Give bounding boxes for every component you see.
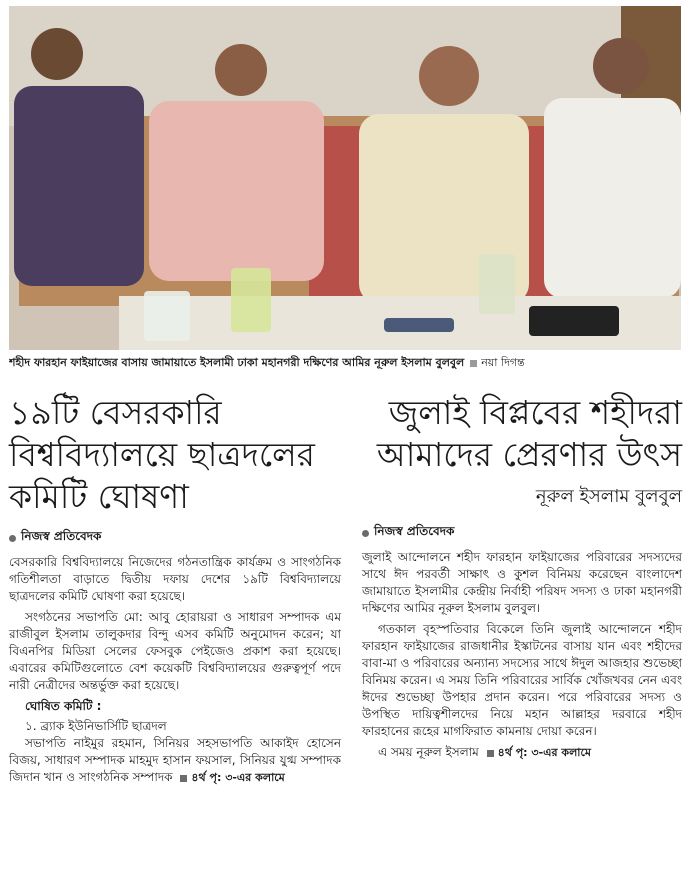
photo-credit: নয়া দিগন্ত: [481, 356, 525, 369]
left-continued-label: ৪র্থ পৃ: ৩-এর কলামে: [191, 771, 285, 784]
left-article: [9, 392, 341, 790]
left-item-text: [9, 735, 341, 786]
left-item-title: ১. ব্র্যাক ইউনিভার্সিটি ছাত্রদল: [25, 719, 167, 733]
photo-illustration: [9, 6, 681, 350]
right-last-line-text: এ সময় নূরুল ইসলাম: [378, 745, 479, 759]
bullet-icon: [362, 530, 369, 537]
caption-text: শহীদ ফারহান ফাইয়াজের বাসায় জামায়াতে ইসলামী ঢাকা মহানগরী দক্ষিণের আমির নূরুল ইসলাম বুলবুল: [9, 356, 465, 369]
left-paragraph-1: বেসরকারি বিশ্ববিদ্যালয়ে নিজেদের গঠনতান্ত্রিক কার্যক্রম ও সাংগঠনিক গতিশীলতা বাড়াতে দ্বিতীয় দফায় দেশের ১৯টি বিশ্ববিদ্যালয়ে ছাত্রদলের কমিটি ঘোষণা করা হয়েছে।: [9, 555, 341, 603]
right-paragraph-1: জুলাই আন্দোলনে শহীদ ফারহান ফাইয়াজের পরিবারের সদস্যদের সাথে ঈদ পরবর্তী সাক্ষাৎ ও কুশল বিনিময় করেছেন বাংলাদেশ জামায়াতে ইসলামীর কেন্দ্রীয় নির্বাহী পরিষদ সদস্য ও ঢাকা মহানগরী দক্ষিণের আমির নূরুল ইসলাম বুলবুল।: [362, 550, 682, 615]
right-headline: জুলাই বিপ্লবের শহীদরা আমাদের প্রেরণার উৎস: [376, 393, 682, 474]
left-subhead: ঘোষিত কমিটি :: [25, 699, 102, 713]
right-byline: নূরুল ইসলাম বুলবুল: [535, 486, 682, 507]
right-reporter: [362, 523, 682, 543]
square-bullet-icon: [470, 360, 477, 367]
left-headline: ১৯টি বেসরকারি বিশ্ববিদ্যালয়ে ছাত্রদলের কমিটি ঘোষণা: [9, 393, 315, 516]
right-article: [362, 392, 682, 765]
right-reporter-label: নিজস্ব প্রতিবেদক: [374, 524, 455, 538]
bullet-icon: [9, 535, 16, 542]
left-reporter: [9, 528, 341, 548]
left-paragraph-2: সংগঠনের সভাপতি মো: আবু হোরায়রা ও সাধারণ সম্পাদক এম রাজীবুল ইসলাম তালুকদার বিন্দু এসব কমিটি অনুমোদন করেন; যা বিএনপির মিডিয়া সেলের ফেসবুক পেইজেও প্রকাশ করা হয়েছে। এবারের কমিটিগুলোতে বেশ কয়েকটি বিশ্ববিদ্যালয়ের গুরুত্বপূর্ণ পদে নারী নেত্রীদের অন্তর্ভুক্ত করা হয়েছে।: [9, 610, 341, 692]
right-continued-label: ৪র্থ পৃ: ৩-এর কলামে: [497, 746, 591, 759]
left-continued: [176, 771, 284, 784]
right-paragraph-2: গতকাল বৃহস্পতিবার বিকেলে তিনি জুলাই আন্দোলনে শহীদ ফারহান ফাইয়াজের রাজধানীর ইস্কাটনের বাসায় যান এবং শহীদের বাবা-মা ও পরিবারের অন্যান্য সদস্যের সাথে ঈদুল আজহার শুভেচ্ছা বিনিময় করেন। এ সময় তিনি পরিবারের সার্বিক খোঁজখবর নেন এবং ঈদের শুভেচ্ছা উপহার প্রদান করেন। পরে পরিবারের সদস্য ও উপস্থিত দায়িত্বশীলদের নিয়ে মহান আল্লাহর দরবারে শহীদ ফারহানের রূহের মাগফিরাত কামনায় দোয়া করেন।: [362, 622, 682, 738]
right-continued: [483, 746, 591, 759]
square-bullet-icon: [180, 775, 187, 782]
photo-caption: [9, 353, 681, 373]
square-bullet-icon: [487, 750, 494, 757]
left-item-text-body: সভাপতি নাইমুর রহমান, সিনিয়র সহসভাপতি আকাইদ হোসেন বিজয়, সাধারণ সম্পাদক মাহমুদ হাসান ফয়সাল, সিনিয়র যুগ্ম সম্পাদক জিদান খান ও সাংগঠনিক সম্পাদক: [9, 736, 341, 784]
left-reporter-label: নিজস্ব প্রতিবেদক: [21, 529, 102, 543]
news-photo: [9, 6, 681, 350]
right-last-line: [362, 744, 682, 761]
